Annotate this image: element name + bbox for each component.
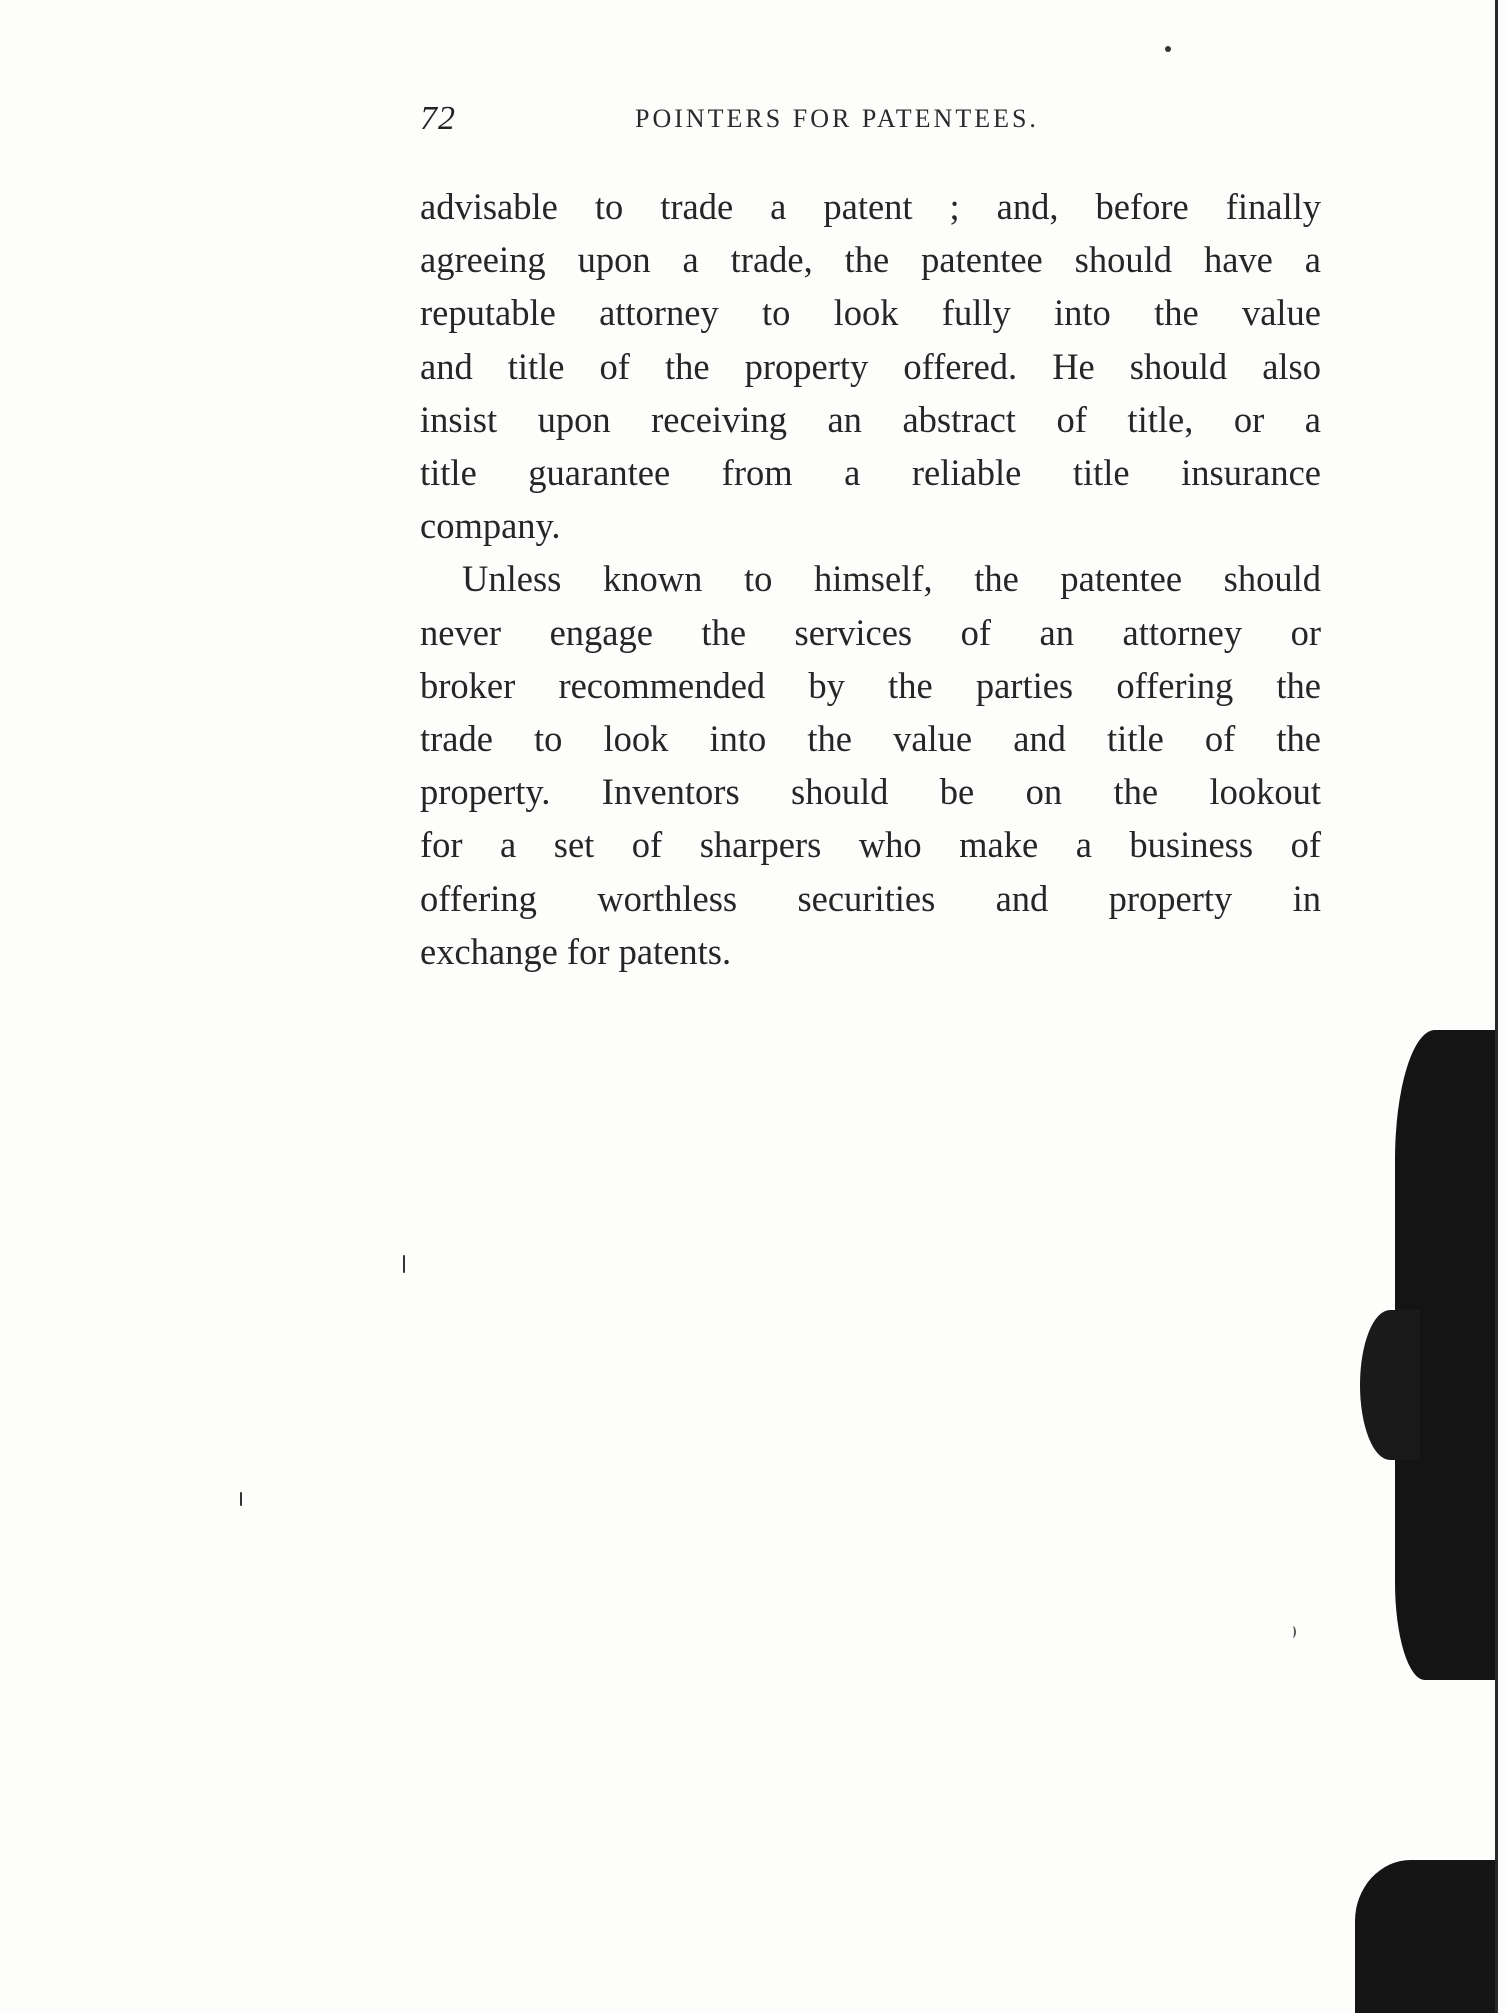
scan-speck — [403, 1255, 405, 1273]
page-edge-line — [1495, 0, 1498, 2013]
text-line: and title of the property offered. He should also — [420, 345, 1321, 387]
text-line: Unless known to himself, the patentee should — [462, 558, 1321, 600]
text-line: offering worthless securities and property in — [420, 877, 1321, 919]
text-line: property. Inventors should be on the lookout — [420, 771, 1321, 813]
scan-shadow — [1360, 1310, 1420, 1460]
scan-speck — [1289, 1626, 1296, 1638]
text-line: exchange for patents. — [420, 930, 732, 972]
text-line: never engage the services of an attorney or — [420, 611, 1321, 653]
running-head — [420, 100, 1320, 140]
scan-speck — [240, 1492, 242, 1506]
page-number: 72 — [420, 100, 456, 137]
text-line: agreeing upon a trade, the patentee should have a — [420, 239, 1321, 281]
text-line: title guarantee from a reliable title insurance — [420, 452, 1321, 494]
scan-shadow — [1355, 1860, 1495, 2013]
text-line: reputable attorney to look fully into the value — [420, 292, 1321, 334]
text-line: trade to look into the value and title of the — [420, 718, 1321, 760]
text-line: company. — [420, 505, 561, 547]
text-line: broker recommended by the parties offering the — [420, 664, 1321, 706]
body-text — [420, 180, 1321, 978]
text-line: advisable to trade a patent ; and, before finally — [420, 186, 1321, 227]
scan-speck — [1165, 46, 1171, 52]
paragraph-1 — [420, 180, 1321, 552]
text-line: for a set of sharpers who make a business of — [420, 824, 1321, 866]
text-line: insist upon receiving an abstract of title, or a — [420, 398, 1321, 440]
paragraph-2 — [420, 552, 1321, 978]
running-title: POINTERS FOR PATENTEES. — [635, 104, 1039, 133]
